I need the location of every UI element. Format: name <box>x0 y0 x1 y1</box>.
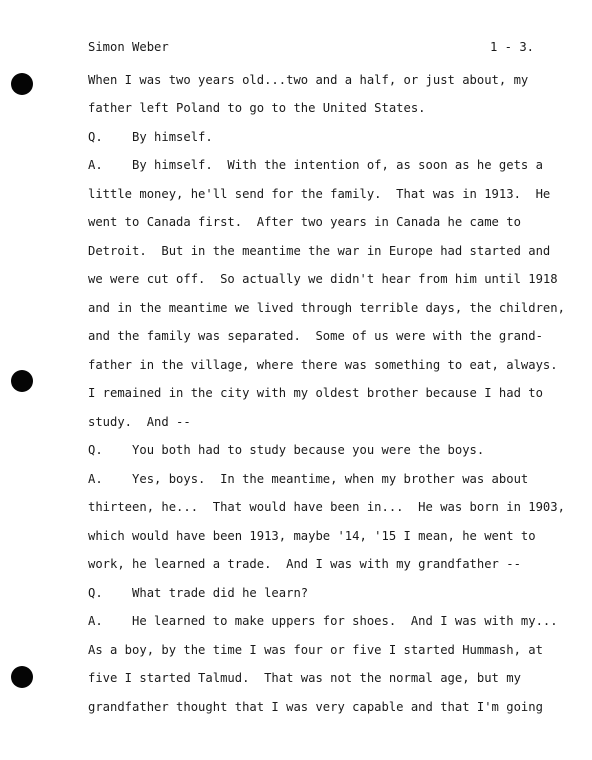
transcript-line: father in the village, where there was something to eat, always. <box>88 358 558 372</box>
transcript-line: As a boy, by the time I was four or five I started Hummash, at <box>88 643 543 657</box>
transcript-line: A. By himself. With the intention of, as soon as he gets a <box>88 158 543 172</box>
page-number: 1 - 3. <box>490 40 535 54</box>
transcript-line: Detroit. But in the meantime the war in Europe had started and <box>88 244 551 258</box>
transcript-line: little money, he'll send for the family. That was in 1913. He <box>88 187 551 201</box>
transcript-line: and the family was separated. Some of us were with the grand- <box>88 329 543 343</box>
punch-hole-middle <box>11 370 33 392</box>
interviewee-name: Simon Weber <box>88 40 169 54</box>
transcript-line: grandfather thought that I was very capable and that I'm going <box>88 700 543 714</box>
transcript-line: we were cut off. So actually we didn't hear from him until 1918 <box>88 272 558 286</box>
transcript-line: went to Canada first. After two years in Canada he came to <box>88 215 521 229</box>
transcript-line: When I was two years old...two and a half, or just about, my <box>88 73 529 87</box>
transcript-line: which would have been 1913, maybe '14, '15 I mean, he went to <box>88 529 536 543</box>
transcript-line: study. And -- <box>88 415 191 429</box>
transcript-line: five I started Talmud. That was not the normal age, but my <box>88 671 521 685</box>
punch-hole-top <box>11 73 33 95</box>
transcript-line: A. Yes, boys. In the meantime, when my brother was about <box>88 472 529 486</box>
transcript-line: I remained in the city with my oldest brother because I had to <box>88 386 543 400</box>
transcript-line: thirteen, he... That would have been in... He was born in 1903, <box>88 500 565 514</box>
transcript-line: and in the meantime we lived through terrible days, the children, <box>88 301 565 315</box>
transcript-line: Q. By himself. <box>88 130 213 144</box>
transcript-line: Q. What trade did he learn? <box>88 586 309 600</box>
punch-hole-bottom <box>11 666 33 688</box>
transcript-line: father left Poland to go to the United States. <box>88 101 426 115</box>
transcript-line: Q. You both had to study because you were the boys. <box>88 443 485 457</box>
transcript-line: work, he learned a trade. And I was with my grandfather -- <box>88 557 521 571</box>
transcript-line: A. He learned to make uppers for shoes. And I was with my... <box>88 614 558 628</box>
